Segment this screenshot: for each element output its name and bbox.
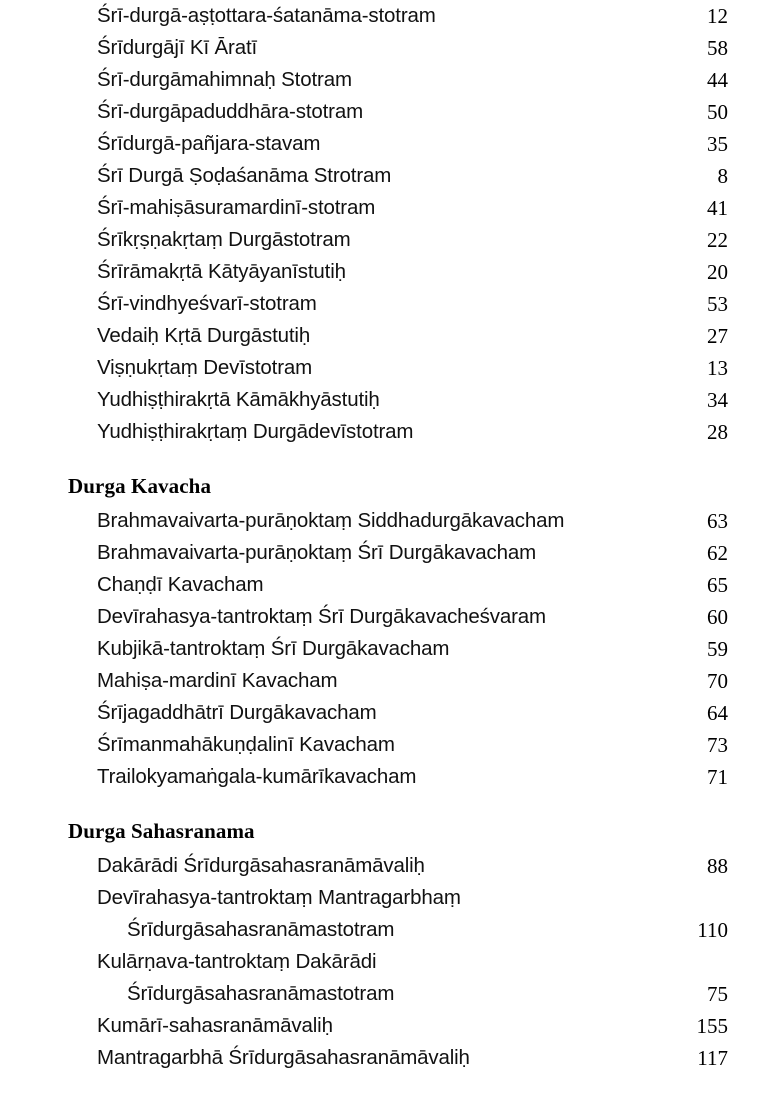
toc-entry[interactable] — [0, 288, 780, 320]
toc-entry-page-number: 64 — [707, 701, 728, 725]
toc-entry[interactable] — [0, 96, 780, 128]
toc-entry[interactable] — [0, 537, 780, 569]
toc-entry[interactable] — [0, 1042, 780, 1074]
toc-entry[interactable] — [0, 192, 780, 224]
section-gap — [0, 793, 780, 819]
toc-entry-title: Śrīdurgā-pañjara-stavam — [97, 132, 321, 155]
toc-entry[interactable] — [0, 320, 780, 352]
toc-entry-title: Yudhiṣṭhirakṛtā Kāmākhyāstutiḥ — [97, 388, 380, 411]
toc-entry-page-number: 41 — [707, 196, 728, 220]
toc-entry-title: Śrī-durgāmahimnaḥ Stotram — [97, 68, 352, 91]
toc-entry-title: Kulārṇava-tantroktaṃ Dakārādi — [97, 950, 377, 973]
toc-entry-title: Devīrahasya-tantroktaṃ Mantragarbhaṃ — [97, 886, 461, 909]
toc-entry[interactable] — [0, 946, 780, 978]
toc-entry-title-line2: Śrīdurgāsahasranāmastotram — [127, 918, 395, 941]
toc-entry-title: Viṣṇukṛtaṃ Devīstotram — [97, 356, 313, 379]
toc-entry[interactable] — [0, 729, 780, 761]
toc-entry-page-number: 155 — [696, 1014, 728, 1038]
toc-entry-page-number: 73 — [707, 733, 728, 757]
toc-entry-page-number: 59 — [707, 637, 728, 661]
toc-entry-title: Śrī-durgāpaduddhāra-stotram — [97, 100, 364, 123]
toc-entry-title: Yudhiṣṭhirakṛtaṃ Durgādevīstotram — [97, 420, 414, 443]
toc-entry-title: Śrīkṛṣṇakṛtaṃ Durgāstotram — [97, 228, 351, 251]
toc-entry-title: Trailokyamaṅgala-kumārīkavacham — [97, 765, 417, 788]
toc-entry[interactable] — [0, 384, 780, 416]
toc-entry-page-number: 28 — [707, 420, 728, 444]
toc-entry-page-number: 65 — [707, 573, 728, 597]
toc-entry-title-line2: Śrīdurgāsahasranāmastotram — [127, 982, 395, 1005]
toc-entry[interactable] — [0, 633, 780, 665]
toc-entry[interactable] — [0, 416, 780, 448]
toc-entry[interactable] — [0, 64, 780, 96]
toc-entry-page-number: 12 — [707, 4, 728, 28]
toc-entry-title: Devīrahasya-tantroktaṃ Śrī Durgākavacheśvaram — [97, 605, 546, 628]
toc-entry[interactable] — [0, 352, 780, 384]
toc-entry-page-number: 70 — [707, 669, 728, 693]
toc-entry-page-number: 27 — [707, 324, 728, 348]
toc-entry-title: Kumārī-sahasranāmāvaliḥ — [97, 1014, 333, 1037]
toc-entry-title: Mahiṣa-mardinī Kavacham — [97, 669, 338, 692]
toc-entry-page-number: 110 — [697, 918, 728, 942]
toc-entry-page-number: 60 — [707, 605, 728, 629]
toc-entry-page-number: 53 — [707, 292, 728, 316]
section-heading: Durga Kavacha — [68, 474, 212, 498]
toc-entry[interactable] — [0, 0, 780, 32]
toc-entry-page-number: 62 — [707, 541, 728, 565]
toc-entry-title: Brahmavaivarta-purāṇoktaṃ Śrī Durgākavacham — [97, 541, 537, 564]
toc-entry-title: Śrījagaddhātrī Durgākavacham — [97, 701, 377, 724]
toc-entry-page-number: 50 — [707, 100, 728, 124]
toc-entry-title: Śrī-mahiṣāsuramardinī-stotram — [97, 196, 376, 219]
toc-entry-page-number: 35 — [707, 132, 728, 156]
toc-entry-page-number: 75 — [707, 982, 728, 1006]
toc-entry-title: Śrī Durgā Ṣoḍaśanāma Strotram — [97, 164, 392, 187]
toc-entry-page-number: 20 — [707, 260, 728, 284]
section-gap — [0, 448, 780, 474]
toc-entry-title: Śrīmanmahākuṇḍalinī Kavacham — [97, 733, 395, 756]
toc-entry-page-number: 63 — [707, 509, 728, 533]
toc-entry-title: Śrī-durgā-aṣṭottara-śatanāma-stotram — [97, 4, 436, 27]
toc-entry[interactable] — [0, 505, 780, 537]
toc-entry-title: Śrī-vindhyeśvarī-stotram — [97, 292, 317, 315]
toc-entry-title: Dakārādi Śrīdurgāsahasranāmāvaliḥ — [97, 854, 425, 877]
toc-entry-page-number: 34 — [707, 388, 728, 412]
toc-entry-title: Kubjikā-tantroktaṃ Śrī Durgākavacham — [97, 637, 450, 660]
toc-entry[interactable] — [0, 224, 780, 256]
toc-entry[interactable] — [0, 160, 780, 192]
toc-entry-title: Brahmavaivarta-purāṇoktaṃ Siddhadurgākavacham — [97, 509, 565, 532]
toc-entry-page-number: 22 — [707, 228, 728, 252]
toc-entry-continuation[interactable] — [0, 914, 780, 946]
toc-entry-title: Śrīdurgājī Kī Āratī — [97, 36, 258, 59]
toc-entry-page-number: 44 — [707, 68, 728, 92]
toc-entry[interactable] — [0, 697, 780, 729]
toc-entry-page-number: 8 — [717, 164, 728, 188]
toc-entry-title: Śrīrāmakṛtā Kātyāyanīstutiḥ — [97, 260, 346, 283]
toc-entry[interactable] — [0, 882, 780, 914]
toc-entry[interactable] — [0, 761, 780, 793]
toc-entry[interactable] — [0, 128, 780, 160]
toc-entry[interactable] — [0, 850, 780, 882]
toc-entry[interactable] — [0, 32, 780, 64]
toc-entry-page-number: 58 — [707, 36, 728, 60]
toc-entry[interactable] — [0, 256, 780, 288]
toc-entry[interactable] — [0, 1010, 780, 1042]
toc-entry-title: Chaṇḍī Kavacham — [97, 573, 264, 596]
toc-entry-page-number: 88 — [707, 854, 728, 878]
toc-entry-title: Mantragarbhā Śrīdurgāsahasranāmāvaliḥ — [97, 1046, 470, 1069]
section-heading: Durga Sahasranama — [68, 819, 255, 843]
toc-entry-page-number: 71 — [707, 765, 728, 789]
toc-entry-page-number: 13 — [707, 356, 728, 380]
toc-entry[interactable] — [0, 601, 780, 633]
toc-entry-page-number: 117 — [697, 1046, 728, 1070]
toc-entry[interactable] — [0, 665, 780, 697]
toc-entry-continuation[interactable] — [0, 978, 780, 1010]
toc-entry-title: Vedaiḥ Kṛtā Durgāstutiḥ — [97, 324, 311, 347]
toc-entry[interactable] — [0, 569, 780, 601]
